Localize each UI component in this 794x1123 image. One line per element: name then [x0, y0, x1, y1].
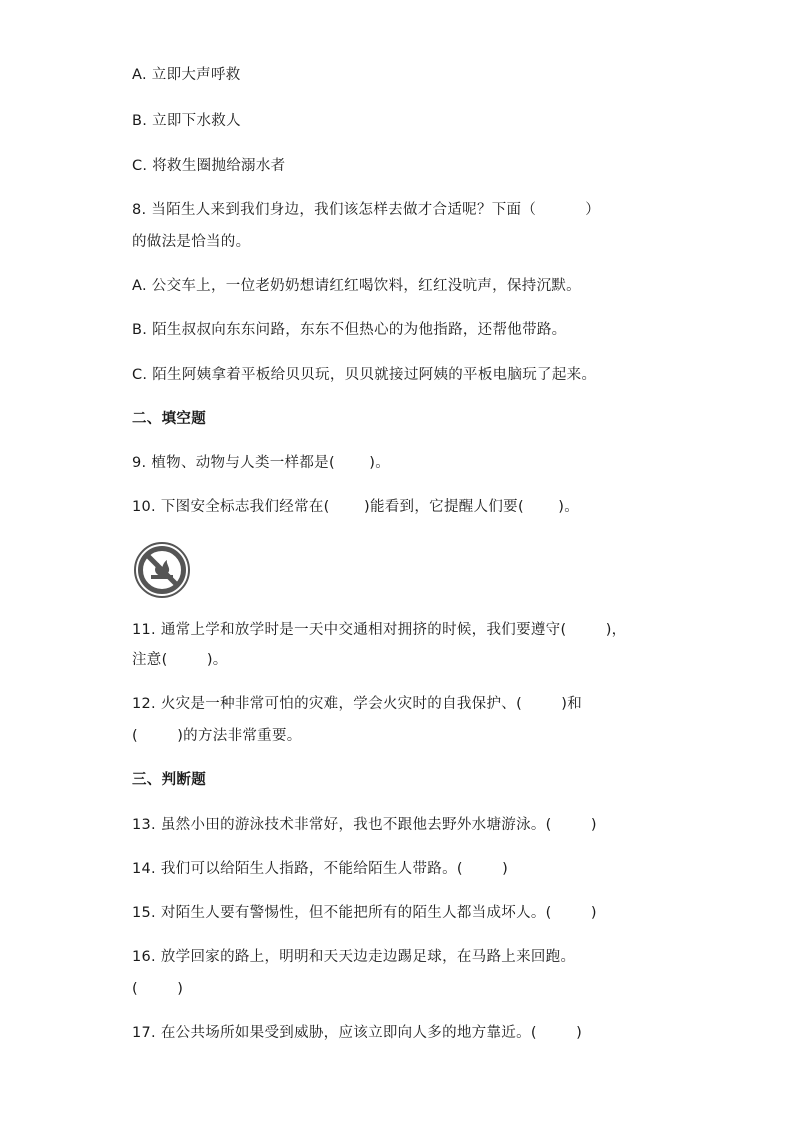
question-17: 17. 在公共场所如果受到威胁，应该立即向人多的地方靠近。( ) — [132, 1025, 583, 1041]
question-11-line2: 注意( )。 — [132, 652, 228, 668]
question-11-line1: 11. 通常上学和放学时是一天中交通相对拥挤的时候，我们要遵守( )， — [132, 622, 627, 638]
question-8-line1: 8. 当陌生人来到我们身边，我们该怎样去做才合适呢？下面（ ） — [132, 202, 601, 218]
question-15: 15. 对陌生人要有警惕性，但不能把所有的陌生人都当成坏人。( ) — [132, 905, 597, 921]
option-8b: B. 陌生叔叔向东东问路，东东不但热心的为他指路，还帮他带路。 — [132, 322, 567, 338]
option-8a: A. 公交车上，一位老奶奶想请红红喝饮料，红红没吭声，保持沉默。 — [132, 278, 581, 294]
question-16-line1: 16. 放学回家的路上，明明和天天边走边踢足球，在马路上来回跑。 — [132, 949, 576, 965]
option-7c: C. 将救生圈抛给溺水者 — [132, 158, 286, 174]
question-16-line2: ( ) — [132, 981, 184, 997]
option-7a: A. 立即大声呼救 — [132, 67, 241, 83]
question-10: 10. 下图安全标志我们经常在( )能看到，它提醒人们要( )。 — [132, 499, 580, 515]
option-8c: C. 陌生阿姨拿着平板给贝贝玩，贝贝就接过阿姨的平板电脑玩了起来。 — [132, 367, 597, 383]
section-heading-fill-in: 二、填空题 — [132, 411, 206, 427]
question-14: 14. 我们可以给陌生人指路，不能给陌生人带路。( ) — [132, 861, 509, 877]
question-12-line2: ( )的方法非常重要。 — [132, 728, 302, 744]
question-9: 9. 植物、动物与人类一样都是( )。 — [132, 455, 391, 471]
option-7b: B. 立即下水救人 — [132, 113, 241, 129]
question-13: 13. 虽然小田的游泳技术非常好，我也不跟他去野外水塘游泳。( ) — [132, 817, 597, 833]
section-heading-true-false: 三、判断题 — [132, 772, 206, 788]
question-12-line1: 12. 火灾是一种非常可怕的灾难，学会火灾时的自我保护、( )和 — [132, 696, 583, 712]
no-fire-sign-icon — [133, 541, 191, 599]
question-8-line2: 的做法是恰当的。 — [132, 234, 251, 250]
